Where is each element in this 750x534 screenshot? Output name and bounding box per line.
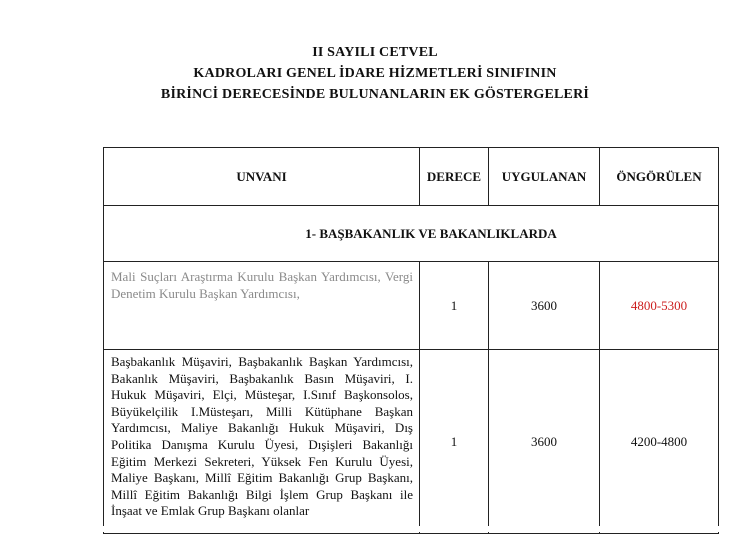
section-title: 1- BAŞBAKANLIK VE BAKANLIKLARDA (104, 206, 719, 262)
document-heading (0, 42, 750, 105)
row-ongorulen: 4200-4800 (600, 350, 719, 534)
row-unvan: Mali Suçları Araştırma Kurulu Başkan Yardımcısı, Vergi Denetim Kurulu Başkan Yardımcısı, (104, 262, 420, 350)
table-row (104, 350, 719, 534)
header-uygulanan: UYGULANAN (489, 148, 600, 206)
section-row (104, 206, 719, 262)
table-header-row (104, 148, 719, 206)
row-derece: 1 (420, 262, 489, 350)
row-uygulanan: 3600 (489, 262, 600, 350)
row-ongorulen: 4800-5300 (600, 262, 719, 350)
row-derece: 1 (420, 350, 489, 534)
header-derece: DERECE (420, 148, 489, 206)
ek-gosterge-table (103, 147, 719, 534)
header-unvan: UNVANI (104, 148, 420, 206)
row-uygulanan: 3600 (489, 350, 600, 534)
header-ongorulen: ÖNGÖRÜLEN (600, 148, 719, 206)
table-row (104, 262, 719, 350)
heading-line-2: KADROLARI GENEL İDARE HİZMETLERİ SINIFININ (193, 66, 557, 81)
heading-line-1: II SAYILI CETVEL (312, 45, 438, 60)
heading-line-3: BİRİNCİ DERECESİNDE BULUNANLARIN EK GÖSTERGELERİ (160, 87, 590, 102)
row-unvan: Başbakanlık Müşaviri, Başbakanlık Başkan Yardımcısı, Bakanlık Müşaviri, Başbakanlık Basın Müşaviri, I. Hukuk Müşaviri, Elçi, Müsteşar, I.Sınıf Başkonsolos, Büyükelçilik I.Müsteşarı, Milli Kütüphane Başkan Yardımcısı, Maliye Bakanlığı Hukuk Müşaviri, Dış Politika Danışma Kurulu Üyesi, Dışişleri Bakanlığı Eğitim Merkezi Sekreteri, Yüksek Fen Kurulu Üyesi, Maliye Başkanı, Millî Eğitim Bakanlığı Grup Başkanı, Millî Eğitim Bakanlığı Bilgi İşlem Grup Başkanı ile İnşaat ve Emlak Grup Başkanı olanlar (104, 350, 420, 534)
page-bottom-edge (0, 526, 750, 532)
